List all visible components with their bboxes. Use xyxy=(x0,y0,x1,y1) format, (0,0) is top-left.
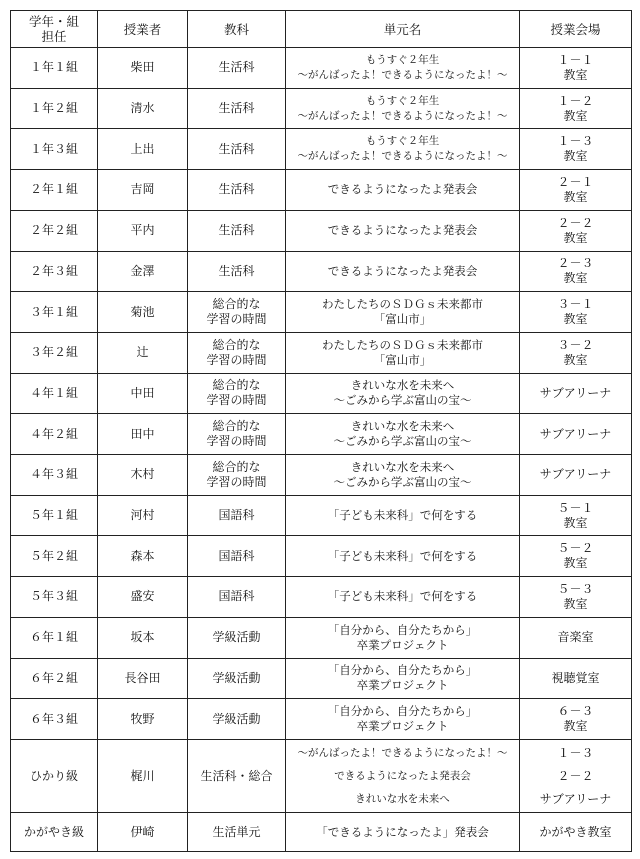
cell-venue: １－１ 教室 xyxy=(520,48,632,89)
cell-subject: 生活科 xyxy=(188,88,286,129)
cell-unit: きれいな水を未来へ ～ごみから学ぶ富山の宝～ xyxy=(286,414,520,455)
cell-unit: わたしたちのＳＤＧｓ未来都市 「富山市」 xyxy=(286,332,520,373)
cell-subject: 生活単元 xyxy=(188,813,286,852)
cell-subject: 学級活動 xyxy=(188,699,286,740)
cell-venue: ６－３ 教室 xyxy=(520,699,632,740)
table-row xyxy=(11,536,632,577)
cell-grade: ２年１組 xyxy=(11,170,98,211)
header-subject: 教科 xyxy=(188,11,286,48)
cell-venue: １－３ ２－２ サブアリーナ xyxy=(520,739,632,812)
cell-grade: ４年２組 xyxy=(11,414,98,455)
cell-venue: ５－３ 教室 xyxy=(520,577,632,618)
cell-unit: できるようになったよ発表会 xyxy=(286,251,520,292)
cell-unit: きれいな水を未来へ ～ごみから学ぶ富山の宝～ xyxy=(286,373,520,414)
cell-unit: きれいな水を未来へ ～ごみから学ぶ富山の宝～ xyxy=(286,455,520,496)
cell-subject: 生活科 xyxy=(188,129,286,170)
table-body xyxy=(11,48,632,852)
table-row xyxy=(11,251,632,292)
cell-venue: ５－１ 教室 xyxy=(520,495,632,536)
cell-grade: ２年３組 xyxy=(11,251,98,292)
cell-unit: わたしたちのＳＤＧｓ未来都市 「富山市」 xyxy=(286,292,520,333)
cell-unit: 「子ども未来科」で何をする xyxy=(286,577,520,618)
cell-teacher: 盛安 xyxy=(98,577,188,618)
cell-venue: 視聴覚室 xyxy=(520,658,632,699)
cell-subject: 総合的な 学習の時間 xyxy=(188,414,286,455)
table-row xyxy=(11,210,632,251)
cell-unit: 「できるようになったよ」発表会 xyxy=(286,813,520,852)
cell-grade: ５年１組 xyxy=(11,495,98,536)
cell-venue: ５－２ 教室 xyxy=(520,536,632,577)
cell-grade: ６年１組 xyxy=(11,617,98,658)
cell-teacher: 吉岡 xyxy=(98,170,188,211)
cell-unit: 「子ども未来科」で何をする xyxy=(286,495,520,536)
table-row xyxy=(11,577,632,618)
cell-subject: 生活科 xyxy=(188,48,286,89)
cell-teacher: 伊崎 xyxy=(98,813,188,852)
cell-teacher: 中田 xyxy=(98,373,188,414)
cell-venue: １－２ 教室 xyxy=(520,88,632,129)
header-row xyxy=(11,11,632,48)
table-row xyxy=(11,292,632,333)
cell-subject: 総合的な 学習の時間 xyxy=(188,292,286,333)
cell-grade: １年３組 xyxy=(11,129,98,170)
header-teacher: 授業者 xyxy=(98,11,188,48)
cell-teacher: 梶川 xyxy=(98,739,188,812)
cell-unit: もうすぐ２年生 ～がんばったよ！できるようになったよ！～ xyxy=(286,88,520,129)
cell-venue: ２－１ 教室 xyxy=(520,170,632,211)
cell-venue: ２－３ 教室 xyxy=(520,251,632,292)
table-row xyxy=(11,455,632,496)
table-row xyxy=(11,658,632,699)
table-row xyxy=(11,48,632,89)
cell-teacher: 森本 xyxy=(98,536,188,577)
cell-grade: ひかり級 xyxy=(11,739,98,812)
cell-teacher: 河村 xyxy=(98,495,188,536)
cell-teacher: 金澤 xyxy=(98,251,188,292)
cell-grade: ３年２組 xyxy=(11,332,98,373)
cell-venue: ３－１ 教室 xyxy=(520,292,632,333)
cell-teacher: 上出 xyxy=(98,129,188,170)
cell-grade: ５年２組 xyxy=(11,536,98,577)
cell-subject: 国語科 xyxy=(188,577,286,618)
cell-unit: 「自分から、自分たちから」 卒業プロジェクト xyxy=(286,617,520,658)
table-row xyxy=(11,170,632,211)
cell-grade: ４年１組 xyxy=(11,373,98,414)
cell-grade: １年１組 xyxy=(11,48,98,89)
cell-subject: 国語科 xyxy=(188,536,286,577)
cell-teacher: 柴田 xyxy=(98,48,188,89)
cell-venue: ２－２ 教室 xyxy=(520,210,632,251)
cell-grade: ５年３組 xyxy=(11,577,98,618)
cell-grade: ６年３組 xyxy=(11,699,98,740)
cell-teacher: 田中 xyxy=(98,414,188,455)
cell-subject: 総合的な 学習の時間 xyxy=(188,332,286,373)
header-unit: 単元名 xyxy=(286,11,520,48)
cell-grade: ２年２組 xyxy=(11,210,98,251)
table-row xyxy=(11,739,632,812)
cell-subject: 学級活動 xyxy=(188,617,286,658)
header-venue: 授業会場 xyxy=(520,11,632,48)
cell-unit: ～がんばったよ！できるようになったよ！～ できるようになったよ発表会 きれいな水を未来へ xyxy=(286,739,520,812)
cell-venue: サブアリーナ xyxy=(520,414,632,455)
table-row xyxy=(11,88,632,129)
cell-unit: 「自分から、自分たちから」 卒業プロジェクト xyxy=(286,699,520,740)
class-schedule-table xyxy=(10,10,632,852)
cell-teacher: 辻 xyxy=(98,332,188,373)
table-row xyxy=(11,332,632,373)
table-row xyxy=(11,813,632,852)
cell-grade: かがやき級 xyxy=(11,813,98,852)
cell-venue: サブアリーナ xyxy=(520,455,632,496)
cell-unit: できるようになったよ発表会 xyxy=(286,210,520,251)
table-row xyxy=(11,373,632,414)
table-row xyxy=(11,129,632,170)
cell-subject: 総合的な 学習の時間 xyxy=(188,373,286,414)
cell-subject: 生活科・総合 xyxy=(188,739,286,812)
cell-grade: １年２組 xyxy=(11,88,98,129)
cell-venue: かがやき教室 xyxy=(520,813,632,852)
cell-subject: 生活科 xyxy=(188,251,286,292)
cell-teacher: 牧野 xyxy=(98,699,188,740)
cell-unit: もうすぐ２年生 ～がんばったよ！できるようになったよ！～ xyxy=(286,129,520,170)
cell-grade: ３年１組 xyxy=(11,292,98,333)
cell-unit: できるようになったよ発表会 xyxy=(286,170,520,211)
cell-grade: ６年２組 xyxy=(11,658,98,699)
cell-teacher: 平内 xyxy=(98,210,188,251)
cell-unit: 「子ども未来科」で何をする xyxy=(286,536,520,577)
cell-venue: １－３ 教室 xyxy=(520,129,632,170)
table-row xyxy=(11,699,632,740)
cell-subject: 生活科 xyxy=(188,210,286,251)
cell-teacher: 坂本 xyxy=(98,617,188,658)
cell-grade: ４年３組 xyxy=(11,455,98,496)
cell-teacher: 長谷田 xyxy=(98,658,188,699)
cell-subject: 国語科 xyxy=(188,495,286,536)
cell-teacher: 菊池 xyxy=(98,292,188,333)
cell-unit: もうすぐ２年生 ～がんばったよ！できるようになったよ！～ xyxy=(286,48,520,89)
cell-venue: 音楽室 xyxy=(520,617,632,658)
header-grade: 学年・組 担任 xyxy=(11,11,98,48)
table-row xyxy=(11,617,632,658)
cell-subject: 総合的な 学習の時間 xyxy=(188,455,286,496)
cell-unit: 「自分から、自分たちから」 卒業プロジェクト xyxy=(286,658,520,699)
table-row xyxy=(11,495,632,536)
cell-subject: 学級活動 xyxy=(188,658,286,699)
table-row xyxy=(11,414,632,455)
cell-teacher: 木村 xyxy=(98,455,188,496)
cell-subject: 生活科 xyxy=(188,170,286,211)
cell-venue: サブアリーナ xyxy=(520,373,632,414)
cell-venue: ３－２ 教室 xyxy=(520,332,632,373)
cell-teacher: 清水 xyxy=(98,88,188,129)
